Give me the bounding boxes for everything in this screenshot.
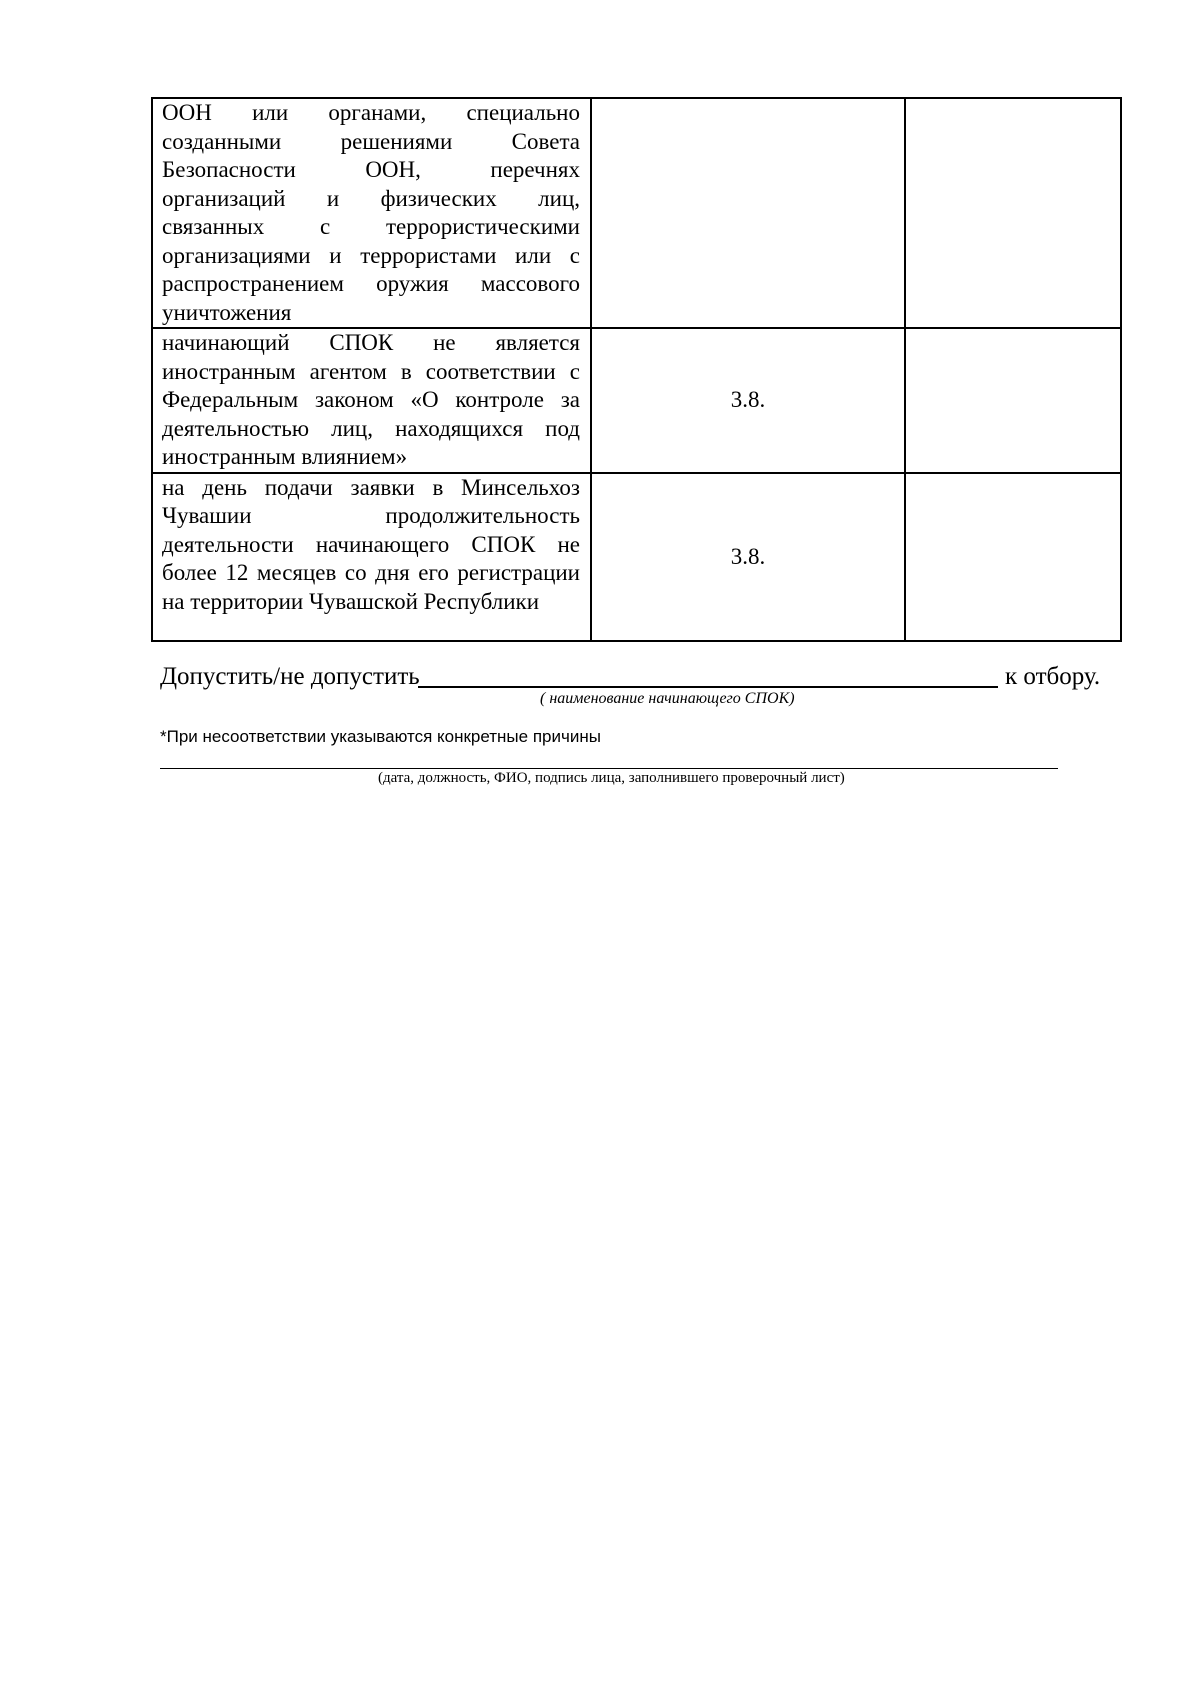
applicant-name-hint: ( наименование начинающего СПОК) <box>540 690 795 707</box>
requirement-text: ООН или органами, специально созданными решениями Совета Безопасности ООН, перечнях организаций и физических лиц, связанных с террористическими организациями и террористами или с распространением оружия массового уничтожения <box>162 100 580 325</box>
result-cell <box>905 98 1121 328</box>
requirement-text: начинающий СПОК не является иностранным агентом в соответствии с Федеральным законом «О контроле за деятельностью лиц, находящихся под иностранным влиянием» <box>162 330 580 469</box>
decision-tail: к отбору. <box>1005 663 1101 690</box>
requirement-text: на день подачи заявки в Минсельхоз Чувашии продолжительность деятельности начинающего СПОК не более 12 месяцев со дня его регистрации на территории Чувашской Республики <box>162 474 580 614</box>
applicant-name-field[interactable] <box>418 686 998 688</box>
result-cell <box>905 328 1121 473</box>
table-row <box>152 473 1121 641</box>
footnote: *При несоответствии указываются конкретные причины <box>160 727 601 746</box>
reference-cell: 3.8. <box>591 328 905 473</box>
table-row <box>152 98 1121 328</box>
result-cell <box>905 473 1121 641</box>
signature-hint: (дата, должность, ФИО, подпись лица, заполнившего проверочный лист) <box>378 770 845 786</box>
decision-label: Допустить/не допустить <box>160 663 420 690</box>
table-row <box>152 328 1121 473</box>
requirement-cell <box>152 328 591 473</box>
checklist-table <box>151 97 1122 642</box>
reference-cell <box>591 98 905 328</box>
requirement-cell <box>152 473 591 641</box>
reference-cell: 3.8. <box>591 473 905 641</box>
requirement-cell <box>152 98 591 328</box>
